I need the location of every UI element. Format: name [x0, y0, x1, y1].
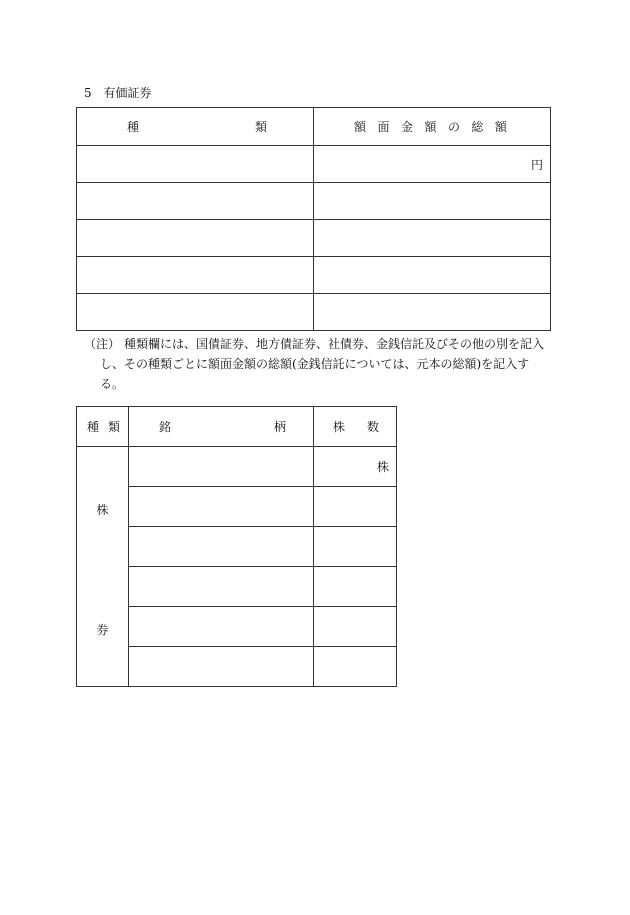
header-brand: 銘 柄 [129, 407, 314, 447]
brand-cell[interactable] [129, 647, 314, 687]
note-line-3: る。 [100, 377, 125, 391]
amount-cell[interactable] [314, 220, 551, 257]
table-row [77, 294, 551, 331]
stock-kind-cell [77, 447, 129, 687]
brand-cell[interactable] [129, 567, 314, 607]
kind-cell[interactable] [77, 257, 314, 294]
note-line-2: し、その種類ごとに額面金額の総額(金銭信託については、元本の総額)を記入す [100, 357, 530, 371]
securities-header-row [77, 108, 551, 146]
yen-unit: 円 [530, 157, 543, 172]
table-row [77, 220, 551, 257]
table-row [77, 447, 397, 487]
header-kind: 種 類 [77, 407, 129, 447]
securities-table [76, 107, 551, 331]
shares-cell[interactable] [314, 567, 397, 607]
header-kind: 種 類 [77, 108, 314, 146]
table-row [77, 146, 551, 183]
header-shares: 株 数 [314, 407, 397, 447]
table-row [77, 257, 551, 294]
shares-cell[interactable] [314, 647, 397, 687]
stock-header-row [77, 407, 397, 447]
note [84, 334, 554, 394]
brand-cell[interactable] [129, 447, 314, 487]
kind-label-certificate: 券 [96, 623, 109, 637]
brand-cell[interactable] [129, 607, 314, 647]
kind-cell[interactable] [77, 294, 314, 331]
section-title: 有価証券 [103, 86, 152, 100]
shares-cell[interactable] [314, 527, 397, 567]
kind-label-stock: 株 [96, 503, 109, 517]
shares-cell[interactable] [314, 607, 397, 647]
brand-cell[interactable] [129, 487, 314, 527]
shares-cell[interactable] [314, 487, 397, 527]
amount-cell[interactable] [314, 294, 551, 331]
kind-cell[interactable] [77, 183, 314, 220]
brand-cell[interactable] [129, 527, 314, 567]
note-line-1: 種類欄には、国債証券、地方債証券、社債券、金銭信託及びその他の別を記入 [124, 337, 545, 351]
shares-unit: 株 [376, 460, 389, 474]
table-row [77, 183, 551, 220]
header-face-amount-total: 額 面 金 額 の 総 額 [314, 108, 551, 146]
kind-cell[interactable] [77, 146, 314, 183]
amount-cell[interactable] [314, 146, 551, 183]
section-number: 5 [84, 86, 92, 100]
stock-table [76, 406, 397, 687]
shares-cell[interactable] [314, 447, 397, 487]
section-heading [84, 84, 151, 101]
amount-cell[interactable] [314, 183, 551, 220]
kind-cell[interactable] [77, 220, 314, 257]
note-label: （注） [84, 337, 121, 351]
amount-cell[interactable] [314, 257, 551, 294]
